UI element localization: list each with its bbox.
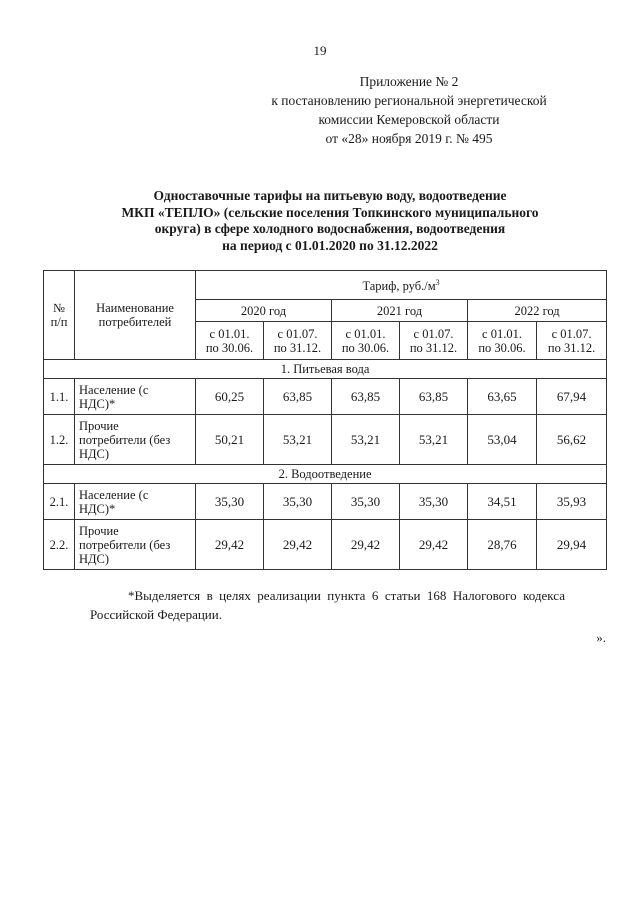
title-line-3: округа) в сфере холодного водоснабжения, водоотведения — [154, 221, 506, 236]
appendix-line-1: Приложение № 2 — [359, 74, 459, 89]
header-period: с 01.07. по 31.12. — [537, 322, 607, 360]
tariff-value: 60,25 — [196, 379, 264, 415]
tariff-value: 63,85 — [400, 379, 468, 415]
appendix-line-2: к постановлению региональной энергетической — [271, 93, 547, 108]
tariff-value: 29,42 — [196, 520, 264, 570]
tariff-value: 63,85 — [332, 379, 400, 415]
header-consumers: Наименование потребителей — [75, 271, 196, 360]
tariff-value: 53,21 — [264, 415, 332, 465]
section-title: 2. Водоотведение — [44, 465, 607, 484]
tariff-value: 29,94 — [537, 520, 607, 570]
table-row — [44, 484, 607, 520]
tariff-value: 50,21 — [196, 415, 264, 465]
tariff-value: 34,51 — [468, 484, 537, 520]
header-period: с 01.07. по 31.12. — [400, 322, 468, 360]
tariff-value: 29,42 — [400, 520, 468, 570]
row-number: 2.1. — [44, 484, 75, 520]
appendix-line-4: от «28» ноября 2019 г. № 495 — [325, 131, 493, 146]
tariff-value: 53,21 — [400, 415, 468, 465]
row-number: 1.1. — [44, 379, 75, 415]
title-line-2: МКП «ТЕПЛО» (сельские поселения Топкинского муниципального — [121, 204, 539, 220]
header-tariff: Тариф, $руб./м^3$ — [196, 271, 607, 300]
tariff-value: 56,62 — [537, 415, 607, 465]
tariff-value: 35,30 — [196, 484, 264, 520]
tariff-value: 53,21 — [332, 415, 400, 465]
table-row — [44, 520, 607, 570]
header-period: с 01.01. по 30.06. — [332, 322, 400, 360]
section-title: 1. Питьевая вода — [44, 360, 607, 379]
header-year-2022: 2022 год — [468, 300, 607, 322]
title-line-1: Одноставочные тарифы на питьевую воду, водоотведение — [153, 188, 507, 203]
appendix-line-3: комиссии Кемеровской области — [318, 112, 500, 127]
consumer-name: Прочие потребители (без НДС) — [75, 520, 196, 570]
header-period: с 01.01. по 30.06. — [468, 322, 537, 360]
tariff-table — [43, 270, 607, 570]
page-number: 19 — [313, 43, 327, 58]
tariff-value: 63,85 — [264, 379, 332, 415]
tariff-value: 35,30 — [264, 484, 332, 520]
consumer-name: Прочие потребители (без НДС) — [75, 415, 196, 465]
tariff-value: 28,76 — [468, 520, 537, 570]
footnote: *Выделяется в целях реализации пункта 6 статьи 168 Налогового кодекса Российской Федерации. — [90, 588, 565, 622]
tariff-value: 67,94 — [537, 379, 607, 415]
header-period: с 01.01. по 30.06. — [196, 322, 264, 360]
tariff-value: 29,42 — [332, 520, 400, 570]
document-title — [60, 188, 600, 254]
table-row — [44, 379, 607, 415]
header-year-2020: 2020 год — [196, 300, 332, 322]
tariff-value: 35,30 — [400, 484, 468, 520]
row-number: 1.2. — [44, 415, 75, 465]
title-line-4: на период с 01.01.2020 по 31.12.2022 — [222, 237, 438, 253]
consumer-name: Население (с НДС)* — [75, 379, 196, 415]
consumer-name: Население (с НДС)* — [75, 484, 196, 520]
tariff-value: 35,93 — [537, 484, 607, 520]
row-number: 2.2. — [44, 520, 75, 570]
header-year-2021: 2021 год — [332, 300, 468, 322]
tariff-value: 29,42 — [264, 520, 332, 570]
tariff-value: 35,30 — [332, 484, 400, 520]
tariff-value: 63,65 — [468, 379, 537, 415]
tariff-value: 53,04 — [468, 415, 537, 465]
closing-quote: ». — [596, 630, 606, 645]
header-number: № п/п — [44, 271, 75, 360]
table-row — [44, 415, 607, 465]
header-period: с 01.07. по 31.12. — [264, 322, 332, 360]
